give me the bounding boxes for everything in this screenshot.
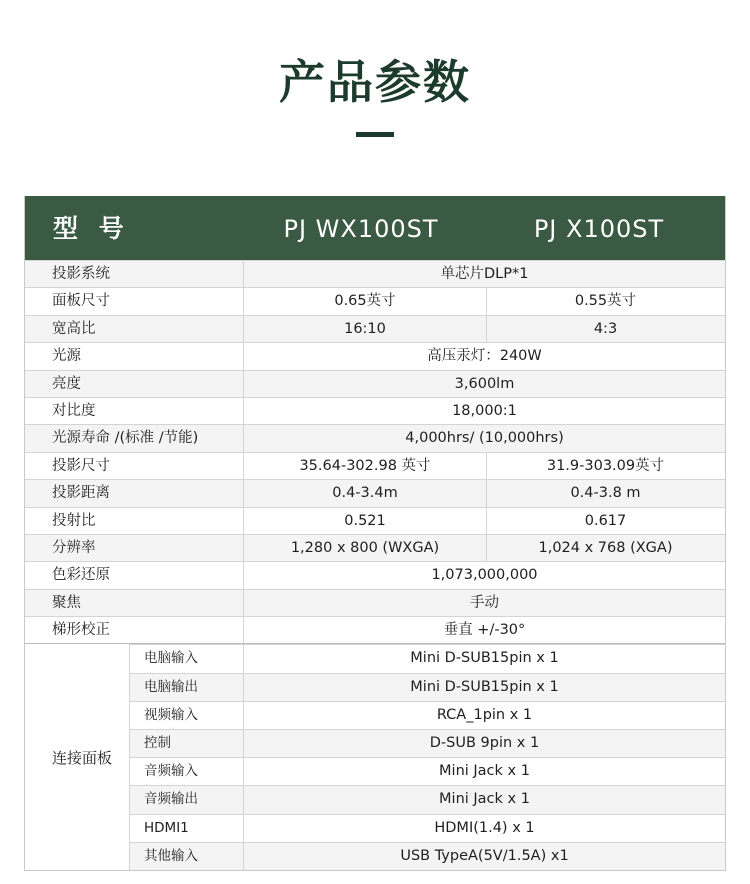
row-label: 投影距离 <box>25 480 244 506</box>
connection-label: 音频输出 <box>130 786 244 813</box>
connection-label: 其他输入 <box>130 843 244 870</box>
connection-panel-section <box>25 643 725 870</box>
table-row <box>25 479 725 506</box>
header-label: 型 号 <box>53 214 130 243</box>
connection-value: Mini D-SUB15pin x 1 <box>410 678 559 695</box>
row-value-a: 16:10 <box>244 316 487 342</box>
connection-row <box>130 701 725 729</box>
table-row <box>25 260 725 287</box>
connection-label: 控制 <box>130 730 244 757</box>
table-row <box>25 452 725 479</box>
row-value: 高压汞灯：240W <box>427 348 542 365</box>
row-label: 分辨率 <box>25 535 244 561</box>
connection-value: HDMI(1.4) x 1 <box>434 819 535 836</box>
row-label: 梯形校正 <box>25 617 244 643</box>
table-row <box>25 315 725 342</box>
table-row <box>25 561 725 588</box>
connection-row <box>130 842 725 870</box>
row-label: 宽高比 <box>25 316 244 342</box>
row-value-b: 0.55英寸 <box>574 293 637 310</box>
connection-label: 电脑输出 <box>130 674 244 701</box>
header-model-b: PJ X100ST <box>533 215 665 243</box>
table-row <box>25 507 725 534</box>
row-label: 亮度 <box>25 371 244 397</box>
spec-table <box>24 196 726 871</box>
row-value: 18,000:1 <box>452 402 517 419</box>
table-row <box>25 397 725 424</box>
row-value-b: 31.9-303.09英寸 <box>546 457 665 474</box>
row-label: 光源寿命 /(标准 /节能) <box>25 425 244 451</box>
connection-value: D-SUB 9pin x 1 <box>429 735 540 752</box>
row-value-a: 35.64-302.98 英寸 <box>244 453 487 479</box>
row-value-b: 1,024 x 768 (XGA) <box>538 539 673 556</box>
table-row <box>25 424 725 451</box>
row-value-a: 1,280 x 800 (WXGA) <box>244 535 487 561</box>
row-value-b: 0.617 <box>584 512 627 529</box>
connection-row <box>130 644 725 672</box>
title-underline <box>356 132 394 137</box>
page-title: 产品参数 <box>279 55 471 109</box>
table-row <box>25 616 725 643</box>
connection-value: Mini D-SUB15pin x 1 <box>410 650 559 667</box>
row-label: 对比度 <box>25 398 244 424</box>
header-model-a: PJ WX100ST <box>283 215 439 243</box>
connection-row <box>130 757 725 785</box>
table-row <box>25 342 725 369</box>
row-value-b: 0.4-3.8 m <box>570 485 641 502</box>
row-label: 投射比 <box>25 508 244 534</box>
row-label: 投影尺寸 <box>25 453 244 479</box>
connection-row <box>130 785 725 813</box>
table-header <box>25 196 725 260</box>
connection-panel-label: 连接面板 <box>25 644 130 870</box>
connection-value: RCA_1pin x 1 <box>436 706 533 723</box>
row-value-a: 0.65英寸 <box>244 288 487 314</box>
connection-label: 音频输入 <box>130 758 244 785</box>
connection-value: USB TypeA(5V/1.5A) x1 <box>400 847 569 864</box>
connection-row <box>130 729 725 757</box>
table-row <box>25 287 725 314</box>
row-label: 面板尺寸 <box>25 288 244 314</box>
row-value: 1,073,000,000 <box>431 567 538 584</box>
connection-value: Mini Jack x 1 <box>439 763 530 780</box>
connection-label: 电脑输入 <box>130 645 244 672</box>
connection-label: HDMI1 <box>130 815 244 842</box>
connection-row <box>130 673 725 701</box>
row-label: 聚焦 <box>25 590 244 616</box>
table-row <box>25 534 725 561</box>
row-value-a: 0.4-3.4m <box>244 480 487 506</box>
row-value: 3,600lm <box>454 375 515 392</box>
connection-row <box>130 814 725 842</box>
row-value: 垂直 +/-30° <box>443 622 526 639</box>
row-value: 单芯片DLP*1 <box>440 266 529 282</box>
row-value: 4,000hrs/ (10,000hrs) <box>405 430 564 447</box>
row-label: 投影系统 <box>25 261 244 287</box>
table-row <box>25 589 725 616</box>
row-label: 色彩还原 <box>25 562 244 588</box>
row-value-b: 4:3 <box>593 320 618 337</box>
connection-label: 视频输入 <box>130 702 244 729</box>
row-value: 手动 <box>470 594 499 611</box>
row-value-a: 0.521 <box>244 508 487 534</box>
connection-value: Mini Jack x 1 <box>439 791 530 808</box>
row-label: 光源 <box>25 343 244 369</box>
table-row <box>25 370 725 397</box>
